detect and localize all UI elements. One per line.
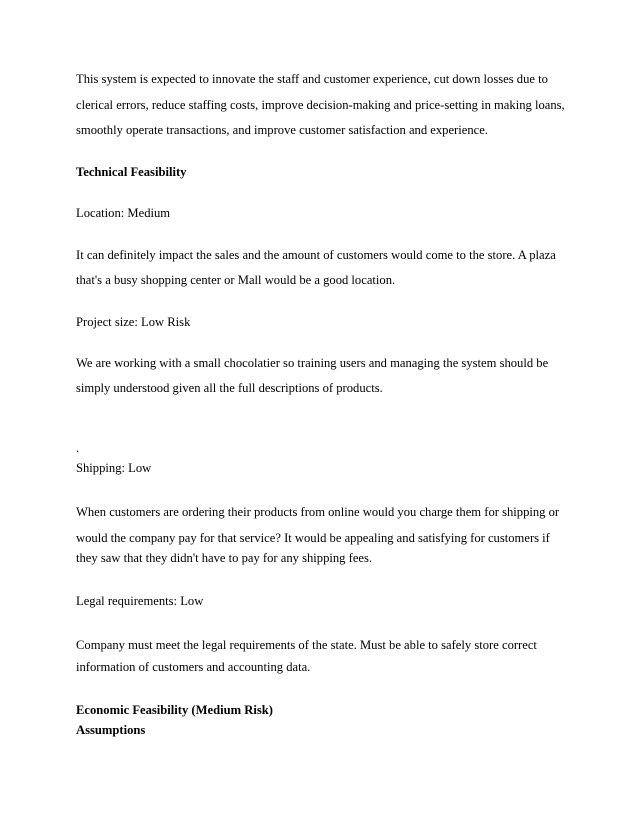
shipping-label: Shipping: Low (76, 461, 152, 475)
shipping-line-1: When customers are ordering their products from online would you charge them for shipping or (76, 505, 560, 519)
location-label: Location: Medium (76, 206, 171, 220)
intro-line-3: smoothly operate transactions, and improve customer satisfaction and experience. (76, 123, 488, 137)
technical-feasibility-heading: Technical Feasibility (76, 165, 187, 179)
economic-feasibility-heading: Economic Feasibility (Medium Risk) (76, 703, 273, 717)
location-line-1: It can definitely impact the sales and the amount of customers would come to the store. A plaza (76, 248, 556, 262)
legal-line-2: information of customers and accounting data. (76, 660, 311, 674)
shipping-line-2: would the company pay for that service? It would be appealing and satisfying for customers if (76, 531, 550, 545)
project-size-label: Project size: Low Risk (76, 315, 191, 329)
legal-line-1: Company must meet the legal requirements of the state. Must be able to safely store correct (76, 638, 537, 652)
shipping-line-3: they saw that they didn't have to pay for any shipping fees. (76, 551, 373, 565)
intro-line-2: clerical errors, reduce staffing costs, improve decision-making and price-setting in making loans, (76, 98, 565, 112)
project-size-line-2: simply understood given all the full descriptions of products. (76, 381, 383, 395)
project-size-line-1: We are working with a small chocolatier so training users and managing the system should be (76, 356, 549, 370)
stray-dot: . (76, 441, 80, 455)
legal-requirements-label: Legal requirements: Low (76, 594, 204, 608)
intro-line-1: This system is expected to innovate the staff and customer experience, cut down losses due to (76, 72, 548, 86)
assumptions-heading: Assumptions (76, 723, 146, 737)
location-line-2: that's a busy shopping center or Mall would be a good location. (76, 273, 396, 287)
